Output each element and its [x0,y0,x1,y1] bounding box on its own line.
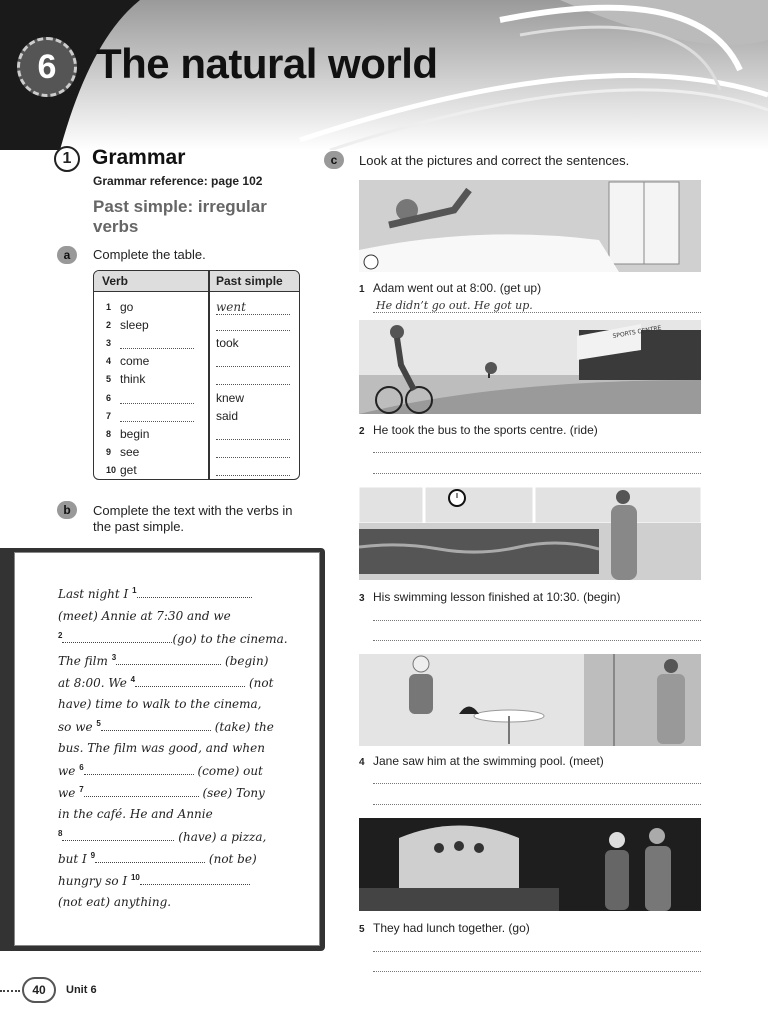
row-number: 3 [106,338,112,349]
notebook-line: The film $^3$ (begin) [58,653,269,668]
section-subtitle: Past simple: irregular verbs [93,197,267,236]
row-number: 2 [106,320,112,331]
grammar-reference: Grammar reference: page 102 [93,174,263,188]
table-row [94,408,299,426]
question-3: 3 His swimming lesson finished at 10:30. (begin) [359,590,621,604]
unit-number-badge [17,37,77,97]
notebook-line: $^8$ (have) a pizza, [58,829,267,844]
table-row [94,462,299,480]
answer-line[interactable] [373,640,701,641]
answer-line[interactable] [373,312,701,313]
notebook-line: but I $^9$ (not be) [58,851,257,866]
answer-blank[interactable] [84,785,199,797]
verb-cell [120,409,194,425]
past-simple-cell: went [216,300,290,315]
answer-blank[interactable] [216,463,290,476]
answer-blank[interactable] [216,372,290,385]
table-row [94,444,299,462]
notebook-line: we $^7$ (see) Tony [58,785,265,800]
answer-blank[interactable] [84,763,194,775]
section-title: Grammar [92,146,186,169]
answer-blank[interactable] [95,851,205,863]
answer-blank[interactable] [137,586,252,598]
answer-line[interactable] [373,620,701,621]
exercise-a-instruction: Complete the table. [93,247,206,262]
past-simple-cell [216,445,290,461]
answer-blank[interactable] [216,354,290,367]
verb-table [93,270,300,480]
answer-blank[interactable] [216,445,290,458]
answer-blank[interactable] [120,336,194,349]
table-row [94,335,299,353]
notebook-line: have) time to walk to the cinema, [58,697,262,711]
column-header-verb: Verb [94,271,209,292]
answer-blank[interactable] [101,719,211,731]
unit-number: 6 [37,47,57,86]
picture-waking-up [359,180,701,272]
answer-line[interactable] [373,473,701,474]
past-simple-cell [216,318,290,334]
sports-centre-sign: SPORTS CENTRE [612,324,662,340]
answer-blank[interactable] [135,675,245,687]
verb-cell: see [120,444,140,459]
row-number: 8 [106,428,112,439]
past-simple-cell [216,372,290,388]
table-row [94,353,299,371]
answer-blank[interactable] [140,873,250,885]
notebook-line: bus. The film was good, and when [58,741,265,755]
footer-dots [0,990,20,992]
table-row [94,317,299,335]
past-simple-cell [216,427,290,443]
notebook-line: in the café. He and Annie [58,807,213,821]
answer-blank[interactable] [116,653,221,665]
row-number: 1 [106,302,112,312]
verb-cell: begin [120,426,150,441]
section-number: 1 [54,146,80,172]
picture-cinema [359,818,701,911]
question-4: 4 Jane saw him at the swimming pool. (meet) [359,754,604,768]
answer-line[interactable] [373,783,701,784]
notebook-line: $^2$ (go) to the cinema. [58,631,288,646]
picture-cycling [359,320,701,414]
answer-line[interactable] [373,452,701,453]
exercise-b-badge: b [57,501,77,519]
table-row [94,426,299,444]
verb-cell: sleep [120,318,149,333]
row-number: 6 [106,392,112,403]
verb-cell: think [120,372,146,387]
row-number: 5 [106,374,112,385]
answer-blank[interactable] [120,409,194,422]
verb-cell: go [120,300,134,314]
exercise-c-instruction: Look at the pictures and correct the sentences. [359,153,630,168]
answer-blank[interactable] [120,391,194,404]
exercise-c-badge: c [324,151,344,169]
notebook-line: Last night I $^1$ [58,586,252,601]
row-number: 10 [106,464,117,475]
page-number: 40 [22,977,56,1003]
table-row [94,390,299,408]
picture-swimming-pool [359,487,701,580]
answer-line[interactable] [373,951,701,952]
row-number: 4 [106,356,112,367]
question-2: 2 He took the bus to the sports centre. (ride) [359,423,598,437]
past-simple-cell: knew [216,390,245,405]
table-row [94,371,299,389]
answer-blank[interactable] [216,427,290,440]
row-number: 9 [106,446,112,457]
question-1-answer: He didn’t go out. He got up. [376,299,533,312]
past-simple-cell: said [216,408,239,423]
table-row [94,299,299,317]
verb-cell: get [120,462,137,477]
page-title: The natural world [96,40,438,87]
notebook-line: hungry so I $^{10}$ [58,873,250,888]
past-simple-cell [216,354,290,370]
notebook-line: at 8:00. We $^4$ (not [58,675,274,690]
notebook-line: we $^6$ (come) out [58,763,263,778]
verb-cell [120,336,194,352]
verb-cell: come [120,354,150,369]
exercise-b-instruction: Complete the text with the verbs in the past simple. [93,503,293,534]
column-header-past-simple: Past simple [209,271,300,292]
notebook-line: so we $^5$ (take) the [58,719,274,734]
verb-cell [120,391,194,407]
picture-cafe [359,654,701,746]
notebook-line: (not eat) anything. [58,895,172,909]
answer-blank[interactable] [62,631,172,643]
past-simple-cell: took [216,336,239,351]
row-number: 7 [106,410,112,421]
notebook-line: (meet) Annie at 7:30 and we [58,609,231,623]
answer-line[interactable] [373,971,701,972]
past-simple-cell [216,463,290,479]
footer-unit-label: Unit 6 [66,984,97,996]
answer-blank[interactable] [62,829,174,841]
question-5: 5 They had lunch together. (go) [359,921,530,935]
answer-blank[interactable] [216,318,290,331]
answer-line[interactable] [373,804,701,805]
question-1: 1 Adam went out at 8:00. (get up) [359,281,542,295]
exercise-a-badge: a [57,246,77,264]
